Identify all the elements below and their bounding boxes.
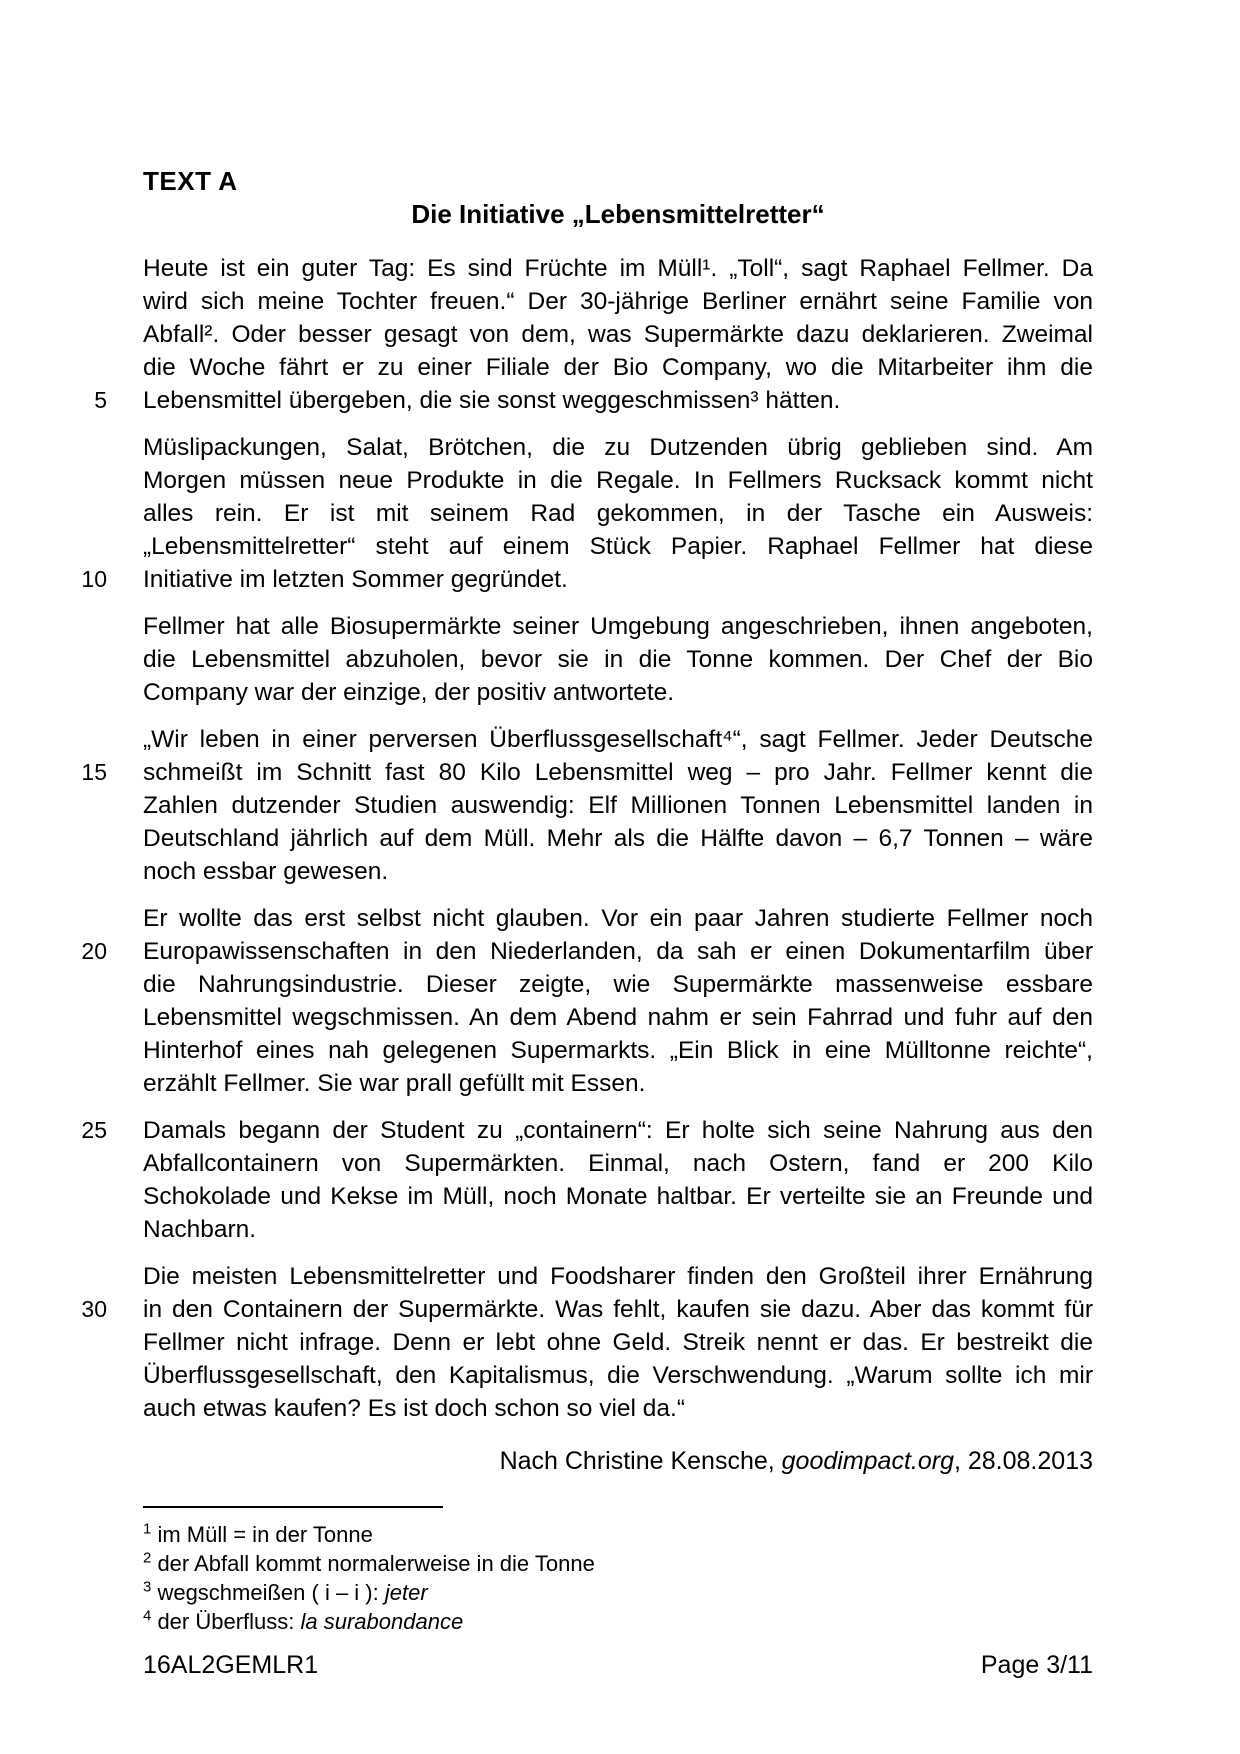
text-line: Er wollte das erst selbst nicht glauben. Vor ein paar Jahren studierte Fellmer noch (143, 905, 1093, 932)
text-line: Schokolade und Kekse im Müll, noch Monate haltbar. Er verteilte sie an Freunde und (143, 1183, 1093, 1210)
text-line: Initiative im letzten Sommer gegründet. 10 (143, 563, 1093, 596)
page-number: Page 3/11 (980, 1651, 1093, 1679)
text-line: Lebensmittel wegschmissen. An dem Abend nahm er sein Fahrrad und fuhr auf den (143, 1004, 1093, 1031)
footnote: $^2$ der Abfall kommt normalerweise in die Tonne (143, 1549, 595, 1576)
text-line: Abfallcontainern von Supermärkten. Einmal, nach Ostern, fand er 200 Kilo (143, 1150, 1093, 1177)
footnote-marker: 1 (143, 1520, 152, 1538)
paragraph (94, 252, 1093, 417)
line-number: 10 (81, 566, 107, 592)
text-line: Heute ist ein guter Tag: Es sind Früchte im Müll¹. „Toll“, sagt Raphael Fellmer. Da (143, 255, 1093, 282)
text-line: Deutschland jährlich auf dem Müll. Mehr als die Hälfte davon – 6,7 Tonnen – wäre (143, 825, 1093, 852)
line-number: 5 (94, 387, 107, 413)
paragraph (143, 610, 1093, 709)
text-line: Fellmer hat alle Biosupermärkte seiner Umgebung angeschrieben, ihnen angeboten, (143, 613, 1093, 640)
footnote-translation: jeter (384, 1580, 428, 1605)
footnote-marker: 4 (143, 1607, 152, 1625)
text-line: Lebensmittel übergeben, die sie sonst weggeschmissen³ hätten. 5 (143, 384, 1093, 417)
page-title: Die Initiative „Lebensmittelretter“ (411, 199, 825, 229)
section-label: TEXT A (143, 166, 238, 196)
line-number: 30 (81, 1296, 107, 1322)
text-line: Überflussgesellschaft, den Kapitalismus, die Verschwendung. „Warum sollte ich mir (143, 1362, 1093, 1389)
paragraph (81, 1260, 1093, 1425)
text-line: Zahlen dutzender Studien auswendig: Elf Millionen Tonnen Lebensmittel landen in (143, 792, 1093, 819)
text-line: wird sich meine Tochter freuen.“ Der 30-jährige Berliner ernährt seine Familie von (143, 288, 1093, 315)
line-number: 15 (81, 759, 107, 785)
text-line: Damals begann der Student zu „containern“: Er holte sich seine Nahrung aus den 25 (143, 1114, 1093, 1147)
text-line: die Woche fährt er zu einer Filiale der Bio Company, wo die Mitarbeiter ihm die (143, 354, 1093, 381)
text-line: Müslipackungen, Salat, Brötchen, die zu Dutzenden übrig geblieben sind. Am (143, 434, 1093, 461)
footnote-marker: 2 (143, 1549, 152, 1567)
text-line: Die meisten Lebensmittelretter und Foodsharer finden den Großteil ihrer Ernährung (143, 1263, 1093, 1290)
attribution-suffix: , 28.08.2013 (953, 1447, 1093, 1475)
attribution-source: goodimpact.org (781, 1447, 954, 1475)
text-line: Fellmer nicht infrage. Denn er lebt ohne Geld. Streik nennt er das. Er bestreikt die (143, 1329, 1093, 1356)
footnote: $^4$ der Überfluss: la surabondance (143, 1607, 464, 1634)
text-line: alles rein. Er ist mit seinem Rad gekommen, in der Tasche ein Ausweis: (143, 500, 1093, 527)
footnote: $^1$ im Müll = in der Tonne (143, 1520, 373, 1547)
text-body (81, 252, 1093, 1425)
text-line: Company war der einzige, der positiv antwortete. (143, 679, 675, 706)
footnote-translation: la surabondance (300, 1609, 464, 1634)
text-line: erzählt Fellmer. Sie war prall gefüllt mit Essen. (143, 1070, 646, 1097)
text-line: die Nahrungsindustrie. Dieser zeigte, wie Supermärkte massenweise essbare (143, 971, 1093, 998)
line-number: 25 (81, 1117, 107, 1143)
text-line: in den Containern der Supermärkte. Was fehlt, kaufen sie dazu. Aber das kommt für 30 (143, 1293, 1093, 1326)
line-number: 20 (81, 938, 107, 964)
text-line: „Lebensmittelretter“ steht auf einem Stück Papier. Raphael Fellmer hat diese (143, 533, 1093, 560)
text-line: auch etwas kaufen? Es ist doch schon so viel da.“ (143, 1395, 686, 1422)
footnote: $^3$ wegschmeißen ( i – i ): jeter (143, 1578, 428, 1605)
text-line: Abfall². Oder besser gesagt von dem, was Supermärkte dazu deklarieren. Zweimal (143, 321, 1093, 348)
text-line: Europawissenschaften in den Niederlanden, da sah er einen Dokumentarfilm über 20 (143, 935, 1093, 968)
document-code: 16AL2GEMLR1 (143, 1651, 319, 1679)
paragraph (81, 902, 1093, 1100)
text-line: Morgen müssen neue Produkte in die Regale. In Fellmers Rucksack kommt nicht (143, 467, 1093, 494)
text-line: schmeißt im Schnitt fast 80 Kilo Lebensmittel weg – pro Jahr. Fellmer kennt die 15 (143, 756, 1093, 789)
paragraph (81, 723, 1093, 888)
footnote-separator (143, 1506, 443, 1508)
text-line: Hinterhof eines nah gelegenen Supermarkts. „Ein Blick in eine Mülltonne reichte“, (143, 1037, 1093, 1064)
paragraph (81, 1114, 1093, 1246)
footnotes (143, 1520, 1093, 1636)
text-line: noch essbar gewesen. (143, 858, 389, 885)
text-line: „Wir leben in einer perversen Überflussgesellschaft⁴“, sagt Fellmer. Jeder Deutsche (143, 726, 1093, 753)
footnote-marker: 3 (143, 1578, 152, 1596)
attribution-prefix: Nach Christine Kensche, (499, 1447, 782, 1475)
text-line: Nachbarn. (143, 1216, 257, 1243)
paragraph (81, 431, 1093, 596)
attribution (143, 1447, 1093, 1476)
text-line: die Lebensmittel abzuholen, bevor sie in die Tonne kommen. Der Chef der Bio (143, 646, 1093, 673)
